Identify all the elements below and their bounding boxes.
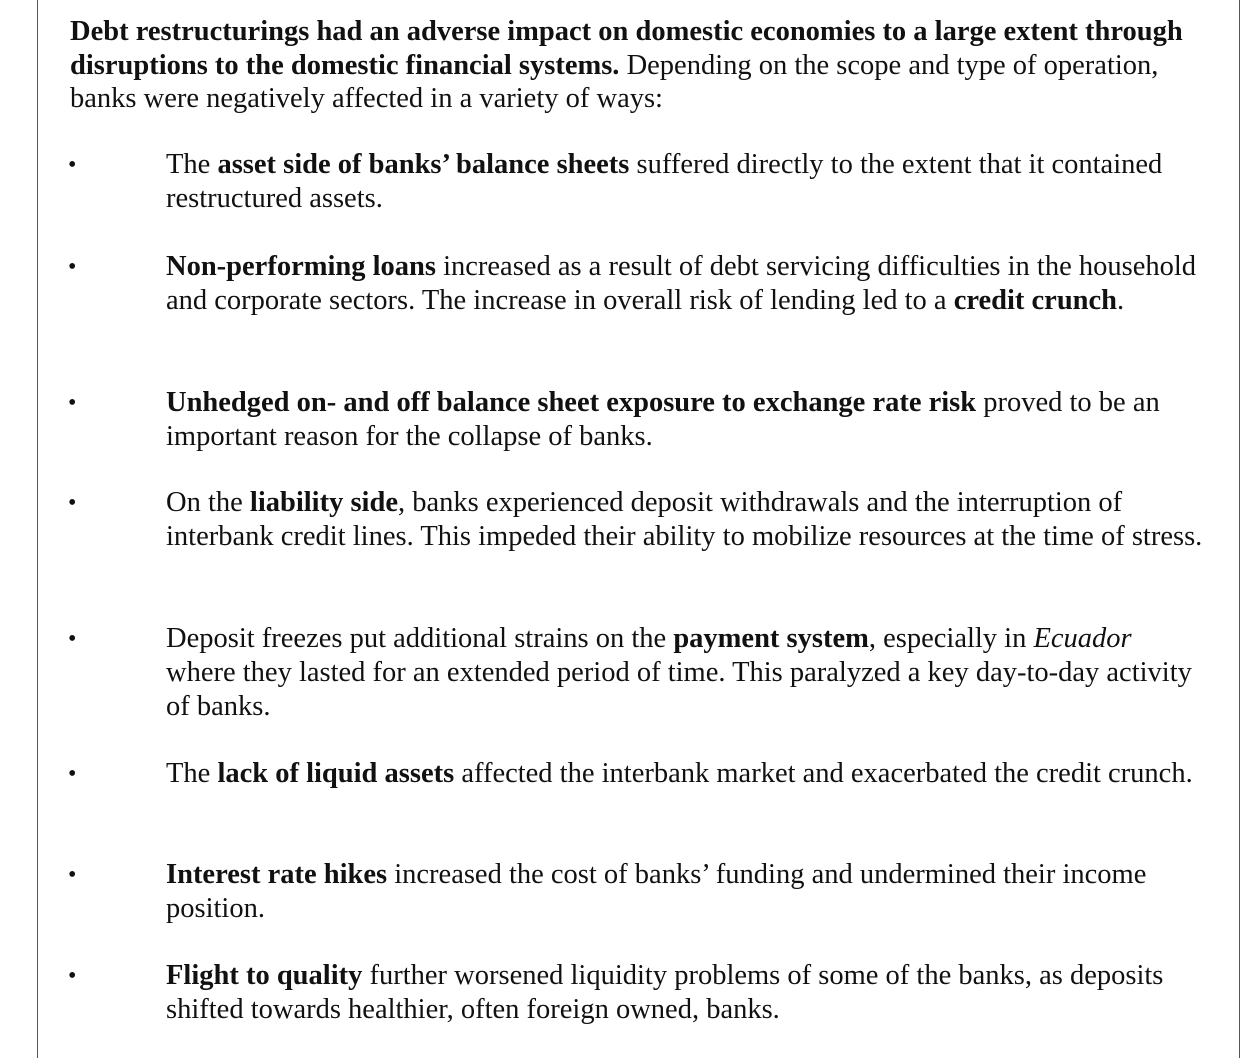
bullet-text-segment: Flight to quality — [166, 960, 363, 991]
bullet-text — [166, 622, 1206, 724]
bullet-icon: • — [68, 254, 77, 280]
bullet-text — [166, 250, 1206, 318]
bullet-text — [166, 148, 1206, 216]
bullet-icon: • — [68, 390, 77, 416]
bullet-text-segment: The — [166, 149, 218, 180]
bullet-text-segment: liability side — [249, 487, 398, 518]
bullet-text-segment: , banks experienced deposit withdrawals and the interruption of interbank credit lines. This impeded their ability to mobilize resources at the time of stress. — [166, 487, 1203, 552]
bullet-text — [166, 959, 1206, 1027]
intro-paragraph — [70, 15, 1210, 116]
bullet-text-segment: increased as a result of debt servicing difficulties in the household and corporate sectors. The increase in overall risk of lending led to a — [166, 251, 1197, 316]
bullet-text-segment: On the — [166, 487, 250, 518]
bullet-icon: • — [68, 626, 77, 652]
bullet-text — [166, 486, 1206, 554]
bullet-text-segment: lack of liquid assets — [217, 758, 455, 789]
bullet-text — [166, 858, 1206, 926]
bullet-text-segment: credit crunch — [953, 285, 1118, 316]
bullet-text-segment: Interest rate hikes — [166, 859, 388, 890]
bullet-text-segment: . — [1117, 285, 1125, 316]
bullet-text-segment: affected the interbank market and exacerbated the credit crunch. — [454, 758, 1193, 789]
bullet-text-segment: increased the cost of banks’ funding and undermined their income position. — [166, 859, 1147, 924]
bullet-text-segment: suffered directly to the extent that it contained restructured assets. — [166, 149, 1163, 214]
bullet-text-segment: Unhedged on- and off balance sheet exposure to exchange rate risk — [166, 387, 977, 418]
bullet-text-segment: where they lasted for an extended period of time. This paralyzed a key day-to-day activity of banks. — [166, 657, 1192, 722]
bullet-text-segment: payment system — [673, 623, 869, 654]
bullet-icon: • — [68, 862, 77, 888]
bullet-text — [166, 757, 1206, 791]
bullet-text-segment: Ecuador — [1033, 623, 1132, 654]
bullet-text-segment: asset side of banks’ balance sheets — [217, 149, 630, 180]
bullet-icon: • — [68, 761, 77, 787]
bullet-text-segment: further worsened liquidity problems of some of the banks, as deposits shifted towards healthier, often foreign owned, banks. — [166, 960, 1164, 1025]
bullet-text-segment: Deposit freezes put additional strains on the — [166, 623, 674, 654]
bullet-icon: • — [68, 152, 77, 178]
intro-rest: Depending on the scope and type of operation, banks were negatively affected in a variety of ways: — [70, 49, 1159, 114]
bullet-text-segment: The — [166, 758, 218, 789]
bullet-text — [166, 386, 1206, 454]
bullet-text-segment: , especially in — [868, 623, 1034, 654]
bullet-text-segment: Non-performing loans — [166, 251, 436, 282]
bullet-icon: • — [68, 490, 77, 516]
bullet-text-segment: proved to be an important reason for the collapse of banks. — [166, 387, 1160, 452]
bullet-icon: • — [68, 963, 77, 989]
intro-bold-lead: Debt restructurings had an adverse impact on domestic economies to a large extent through disruptions to the domestic financial systems. — [70, 16, 1183, 81]
